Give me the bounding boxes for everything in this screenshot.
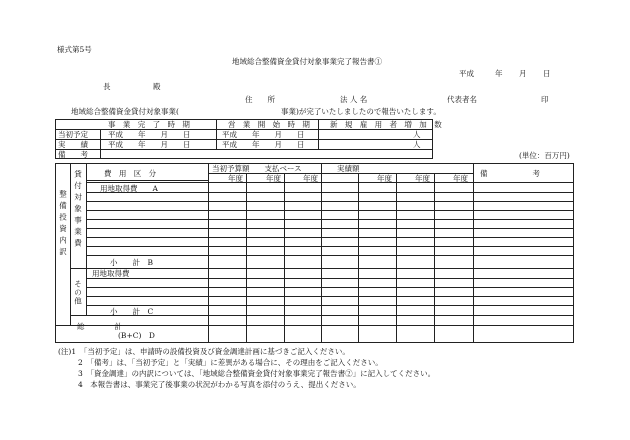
year-4: 年度	[377, 174, 392, 183]
row-plan-date1: 平成 年 月 日	[108, 130, 191, 139]
addressee-label: 長	[103, 82, 111, 91]
total-label: 総 計	[77, 322, 122, 331]
subtotal-c: 小 計 C	[110, 307, 154, 316]
row-remarks-label: 備 考	[58, 150, 88, 159]
note-4: 4 本報告書は、事業完了後事業の状況がわかる写真を添付のうえ、提出ください。	[78, 380, 361, 389]
row-actual-date2: 平成 年 月 日	[222, 140, 305, 149]
address-label: 住 所	[245, 95, 275, 104]
other-label: その他	[73, 280, 83, 306]
year-2: 年度	[266, 174, 281, 183]
note-2: 2 「備考」は、「当初予定」と「実績」に差異がある場合に、その理由をご記入ください。	[78, 358, 383, 367]
note-3: 3 「資金調達」の内訳については、「地域総合整備資金貸付対象事業完了報告書②」に記入してください。	[78, 369, 436, 378]
page-title: 地域総合整備資金貸付対象事業完了報告書①	[232, 57, 382, 66]
note-1: (注)1 「当初予定」は、申請時の設備投資及び資金調達計画に基づきご記入ください。	[58, 347, 350, 356]
total-formula: (B+C) D	[118, 331, 155, 340]
cost-category-header: 費 用 区 分	[104, 169, 159, 178]
actual-header: 実績額	[337, 164, 360, 173]
row-plan-date2: 平成 年 月 日	[222, 130, 305, 139]
loan-label: 貸付対象事業費	[73, 170, 83, 251]
addressee-honorific: 殿	[153, 82, 161, 91]
statement-part1: 地域総合整備資金貸付対象事業(	[71, 107, 179, 116]
row-actual-unit: 人	[413, 140, 421, 149]
subtotal-b: 小 計 B	[110, 258, 154, 267]
land-cost: 用地取得費	[92, 269, 130, 278]
year-6: 年度	[453, 174, 468, 183]
row-plan-label: 当初予定	[58, 130, 88, 139]
row-actual-label: 実 績	[58, 140, 88, 149]
corp-name-label: 法 人 名	[340, 95, 368, 104]
representative-label: 代表者名	[447, 95, 477, 104]
year-3: 年度	[303, 174, 318, 183]
col-start: 営 業 開 始 時 期	[228, 120, 313, 129]
statement-part2: 事業)が完了いたしましたので報告いたします。	[281, 107, 441, 116]
row-plan-unit: 人	[413, 130, 421, 139]
col-completion: 事 業 完 了 時 期	[108, 120, 193, 129]
col-employment: 新 規 雇 用 者 増 加 数	[330, 120, 445, 129]
seal-label: 印	[541, 95, 549, 104]
side-label: 整備投資内訳	[58, 190, 68, 259]
year-1: 年度	[228, 174, 243, 183]
unit-note: (単位：百万円)	[519, 151, 570, 160]
land-cost-a: 用地取得費 A	[100, 184, 158, 193]
row-actual-date1: 平成 年 月 日	[108, 140, 191, 149]
year-5: 年度	[415, 174, 430, 183]
form-number: 様式第5号	[57, 45, 92, 54]
remarks-header: 備 考	[480, 169, 540, 178]
initial-budget-header: 当初予算額 支払ベース	[212, 164, 302, 173]
